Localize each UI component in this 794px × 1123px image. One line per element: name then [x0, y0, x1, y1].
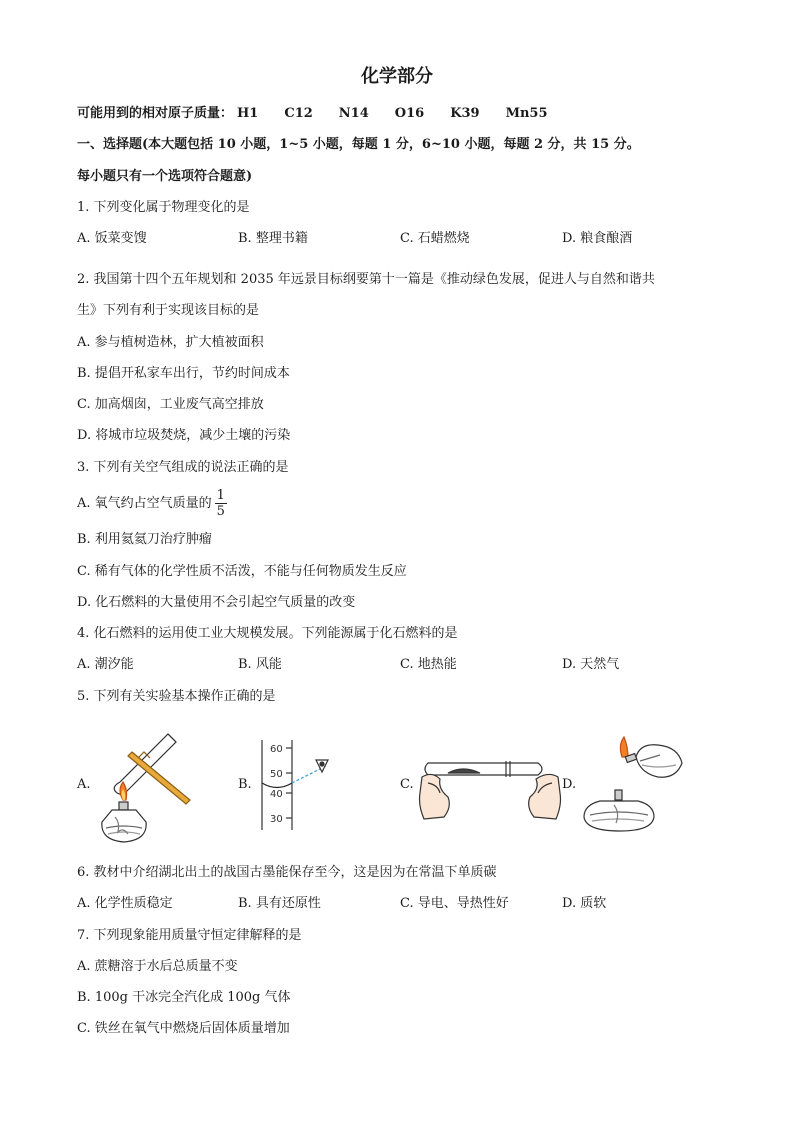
fraction-denominator: 5 — [216, 504, 225, 519]
q7-stem: 7. 下列现象能用质量守恒定律解释的是 — [77, 928, 302, 943]
q4-option-b[interactable]: B. 风能 — [238, 657, 282, 672]
mass-c: C12 — [284, 106, 313, 121]
q5-stem: 5. 下列有关实验基本操作正确的是 — [77, 689, 276, 704]
cylinder-tick-60: 60 — [270, 744, 283, 755]
mass-o: O16 — [394, 106, 425, 121]
q5-label-a[interactable]: A. — [77, 777, 91, 792]
section-heading-line2: 每小题只有一个选项符合题意) — [77, 169, 253, 184]
q2-option-c[interactable]: C. 加高烟囱，工业废气高空排放 — [77, 397, 264, 412]
q2-stem-line2: 生》下列有利于实现该目标的是 — [77, 303, 260, 318]
atomic-masses-label: 可能用到的相对原子质量： — [77, 106, 234, 121]
q3-option-a-text: A. 氧气约占空气质量的 — [77, 496, 212, 511]
q1-stem: 1. 下列变化属于物理变化的是 — [77, 200, 250, 215]
q1-option-b[interactable]: B. 整理书籍 — [238, 231, 308, 246]
cylinder-tick-40: 40 — [270, 789, 283, 800]
cylinder-tick-50: 50 — [270, 769, 283, 780]
q6-stem: 6. 教材中介绍湖北出土的战国古墨能保存至今，这是因为在常温下单质碳 — [77, 865, 497, 880]
q2-stem-line1: 2. 我国第十四个五年规划和 2035 年远景目标纲要第十一篇是《推动绿色发展，促进人与自然和谐共 — [77, 272, 655, 287]
q2-option-b[interactable]: B. 提倡开私家车出行，节约时间成本 — [77, 366, 290, 381]
q6-option-b[interactable]: B. 具有还原性 — [238, 896, 321, 911]
q5-label-d[interactable]: D. — [562, 777, 577, 792]
figure-hands-test-tube — [418, 745, 563, 825]
q7-option-c[interactable]: C. 铁丝在氧气中燃烧后固体质量增加 — [77, 1021, 290, 1036]
cylinder-tick-30: 30 — [270, 814, 283, 825]
q6-option-c[interactable]: C. 导电、导热性好 — [400, 896, 509, 911]
figure-graduated-cylinder — [248, 738, 338, 833]
q7-option-b[interactable]: B. 100g 干冰完全汽化成 100g 气体 — [77, 990, 291, 1005]
q6-option-d[interactable]: D. 质软 — [562, 896, 607, 911]
q3-option-a[interactable] — [77, 486, 227, 522]
figure-lighting-alcohol-lamp — [578, 735, 693, 835]
fraction-numerator: 1 — [216, 488, 225, 503]
atomic-masses — [77, 105, 574, 123]
q2-option-a[interactable]: A. 参与植树造林，扩大植被面积 — [77, 335, 264, 350]
q3-stem: 3. 下列有关空气组成的说法正确的是 — [77, 460, 289, 475]
q4-option-a[interactable]: A. 潮汐能 — [77, 657, 134, 672]
figure-heating-test-tube — [90, 722, 205, 847]
mass-mn: Mn55 — [505, 106, 548, 121]
q1-option-d[interactable]: D. 粮食酿酒 — [562, 231, 633, 246]
q5-label-c[interactable]: C. — [400, 777, 414, 792]
q5-label-b[interactable]: B. — [238, 777, 252, 792]
q3-option-c[interactable]: C. 稀有气体的化学性质不活泼，不能与任何物质发生反应 — [77, 564, 407, 579]
q6-option-a[interactable]: A. 化学性质稳定 — [77, 896, 173, 911]
q4-option-c[interactable]: C. 地热能 — [400, 657, 457, 672]
q3-option-b[interactable]: B. 利用氦氦刀治疗肿瘤 — [77, 532, 212, 547]
q1-option-a[interactable]: A. 饭菜变馊 — [77, 231, 147, 246]
page-title: 化学部分 — [361, 66, 433, 87]
q1-option-c[interactable]: C. 石蜡燃烧 — [400, 231, 470, 246]
mass-n: N14 — [338, 106, 369, 121]
section-heading-line1: 一、选择题(本大题包括 10 小题，1~5 小题，每题 1 分，6~10 小题，每题 2 分，共 15 分。 — [77, 137, 640, 152]
mass-k: K39 — [450, 106, 480, 121]
q4-stem: 4. 化石燃料的运用使工业大规模发展。下列能源属于化石燃料的是 — [77, 626, 458, 641]
q7-option-a[interactable]: A. 蔗糖溶于水后总质量不变 — [77, 959, 238, 974]
mass-h: H1 — [237, 106, 259, 121]
q4-option-d[interactable]: D. 天然气 — [562, 657, 620, 672]
q3-option-d[interactable]: D. 化石燃料的大量使用不会引起空气质量的改变 — [77, 595, 356, 610]
q2-option-d[interactable]: D. 将城市垃圾焚烧，减少土壤的污染 — [77, 428, 291, 443]
fraction-one-fifth — [215, 488, 227, 519]
